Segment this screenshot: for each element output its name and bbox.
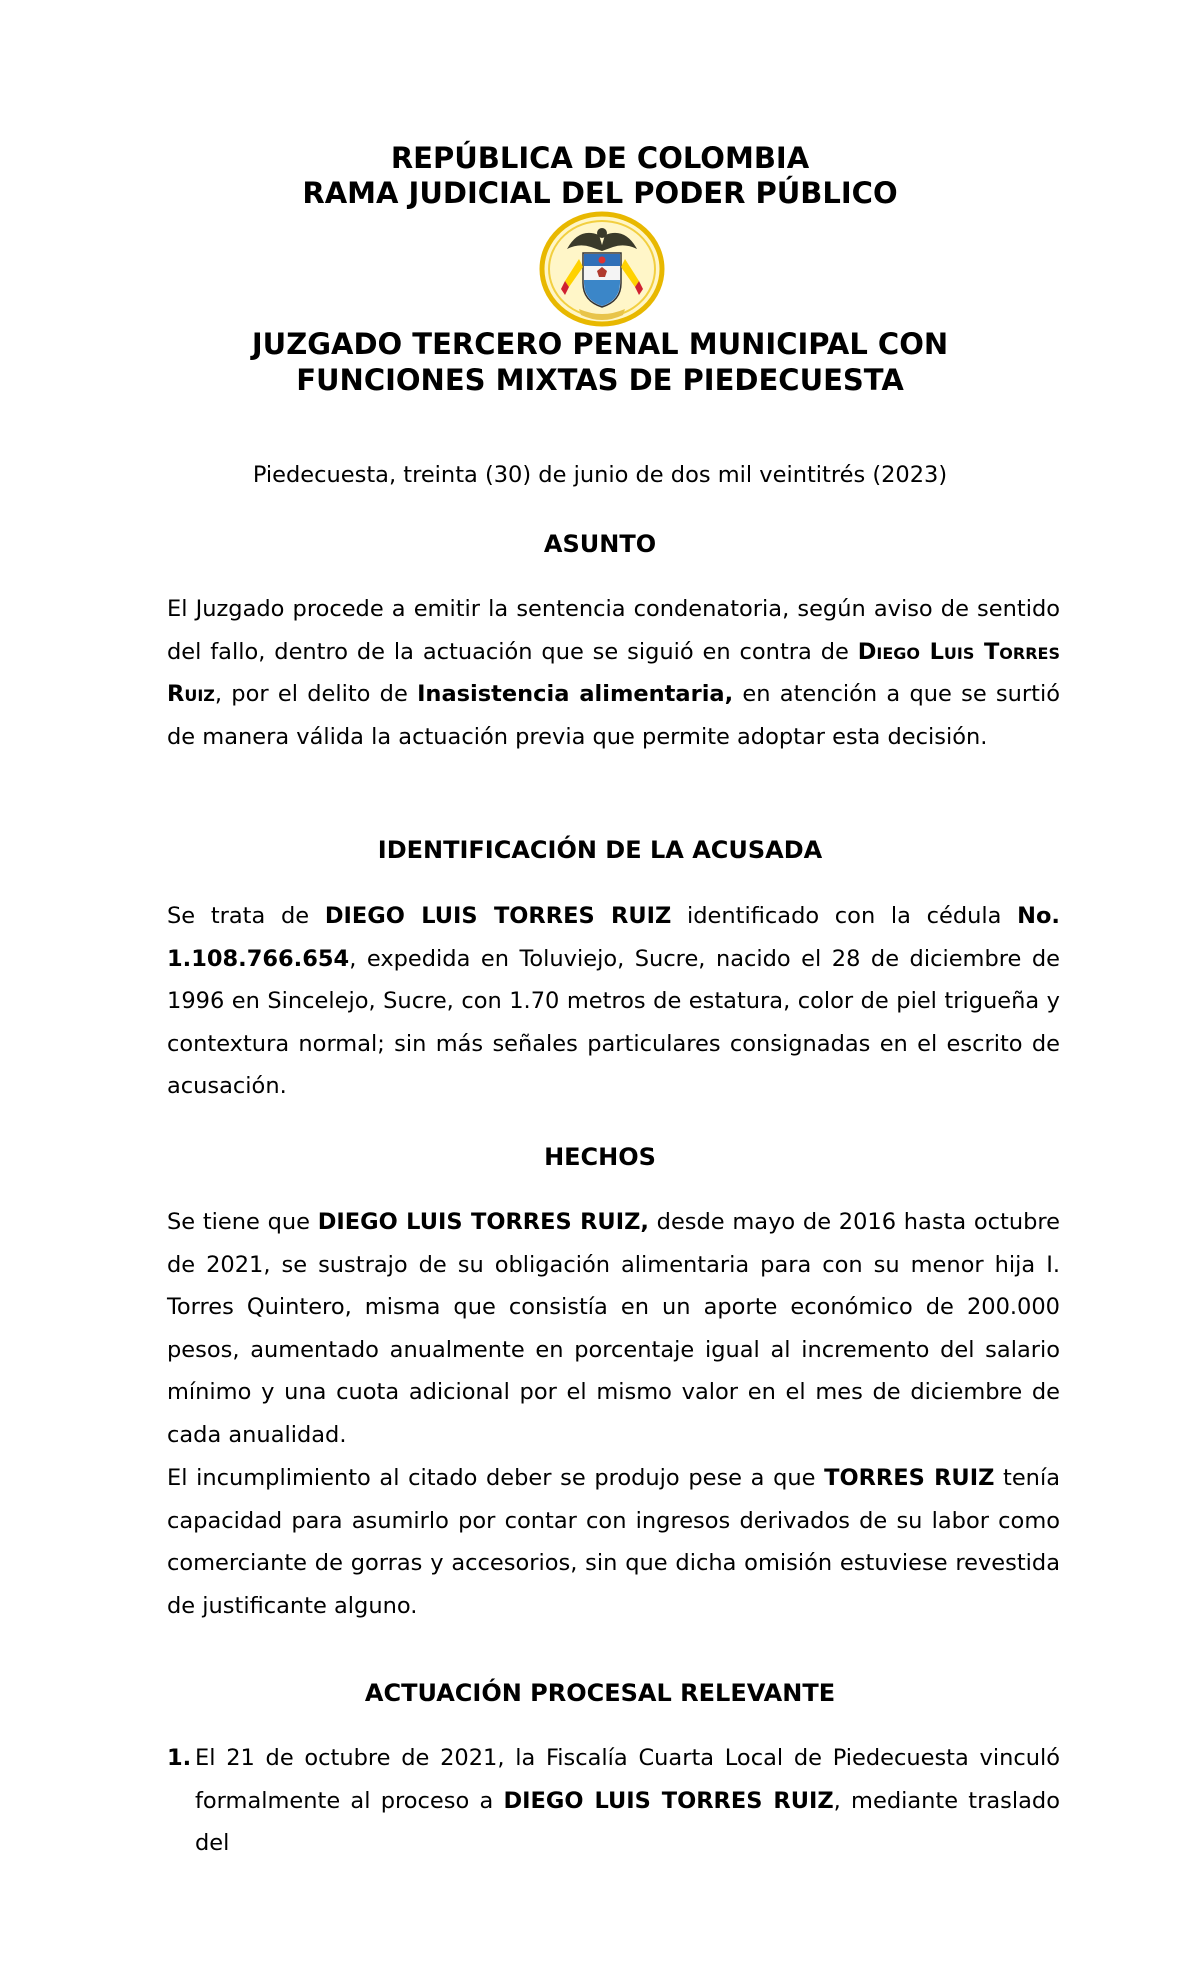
hechos-text-2: desde mayo de 2016 hasta octubre de 2021, se sustrajo de su obligación alimentaria para con su menor hija I. Torres Quintero, misma que consistía en un aporte económico de 200.000 pesos, aumentado anualmente en porcentaje igual al incremento del salario mínimo y una cuota adicional por el mismo valor en el mes de diciembre de cada anualidad. xyxy=(167,1209,1060,1448)
item-text-2: , mediante traslado del xyxy=(195,1787,1060,1856)
defendant-name: DIEGO LUIS TORRES RUIZ xyxy=(324,903,672,929)
defendant-name: DIEGO LUIS TORRES RUIZ, xyxy=(317,1209,649,1235)
country-title: REPÚBLICA DE COLOMBIA xyxy=(390,141,810,175)
actuacion-list-item xyxy=(167,1737,1060,1865)
asunto-text-3: en atención a que se surtió de manera válida la actuación previa que permite adoptar esta decisión. xyxy=(167,681,1060,750)
heading-hechos: HECHOS xyxy=(544,1143,656,1171)
court-title-line-1: JUZGADO TERCERO PENAL MUNICIPAL CON xyxy=(251,327,949,361)
id-number: No. 1.108.766.654 xyxy=(167,903,1060,972)
list-item-number: 1. xyxy=(167,1745,192,1771)
date-line: Piedecuesta, treinta (30) de junio de dos mil veintitrés (2023) xyxy=(252,462,948,488)
heading-actuacion: ACTUACIÓN PROCESAL RELEVANTE xyxy=(364,1679,836,1707)
identificacion-paragraph xyxy=(167,895,1060,1108)
hechos-text-3: El incumplimiento al citado deber se produjo pese a que xyxy=(167,1465,825,1491)
heading-asunto: ASUNTO xyxy=(543,530,657,558)
asunto-text-1: El Juzgado procede a emitir la sentencia condenatoria, según aviso de sentido del fallo, dentro de la actuación que se siguió en contra de xyxy=(167,596,1060,665)
ident-text-2: identificado con la cédula xyxy=(671,903,1018,929)
hechos-paragraph-2 xyxy=(167,1457,1060,1627)
defendant-name: DIEGO LUIS TORRES RUIZ xyxy=(503,1787,834,1814)
list-item-text xyxy=(195,1737,1060,1865)
branch-title: RAMA JUDICIAL DEL PODER PÚBLICO xyxy=(302,176,898,210)
item-text-1: El 21 de octubre de 2021, la Fiscalía Cuarta Local de Piedecuesta vinculó formalmente al proceso a xyxy=(195,1745,1060,1814)
asunto-paragraph xyxy=(167,588,1060,758)
ident-text-3: , expedida en Toluviejo, Sucre, nacido el 28 de diciembre de 1996 en Sincelejo, Sucre, con 1.70 metros de estatura, color de piel trigueña y contextura normal; sin más señales particulares consignadas en el escrito de acusación. xyxy=(167,945,1060,1099)
heading-identificacion: IDENTIFICACIÓN DE LA ACUSADA xyxy=(377,836,823,864)
defendant-name: Diego Luis Torres Ruiz xyxy=(167,638,1061,707)
hechos-text-4: tenía capacidad para asumirlo por contar con ingresos derivados de su labor como comerciante de gorras y accesorios, sin que dicha omisión estuviese revestida de justificante alguno. xyxy=(167,1465,1060,1619)
hechos-paragraph-1 xyxy=(167,1201,1060,1456)
court-title-line-2: FUNCIONES MIXTAS DE PIEDECUESTA xyxy=(296,363,904,397)
asunto-text-2: , por el delito de xyxy=(214,681,418,707)
defendant-surname: TORRES RUIZ xyxy=(824,1465,995,1491)
hechos-text-1: Se tiene que xyxy=(167,1209,318,1235)
ident-text-1: Se trata de xyxy=(167,903,325,929)
crime-name: Inasistencia alimentaria, xyxy=(417,681,734,707)
colombia-coat-of-arms-icon xyxy=(539,211,665,327)
